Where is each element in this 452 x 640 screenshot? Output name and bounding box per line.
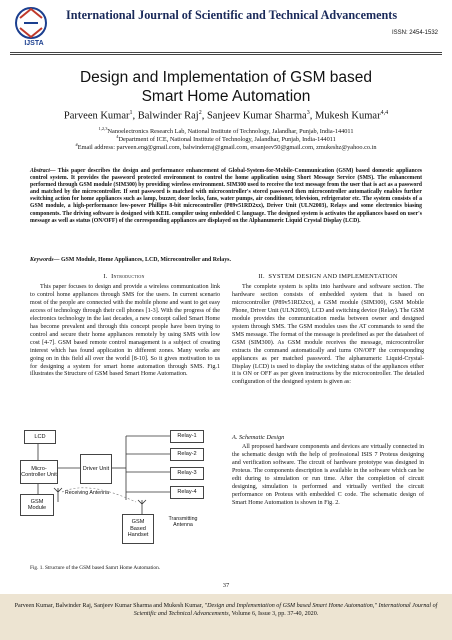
section-title: SYSTEM DESIGN AND IMPLEMENTATION <box>268 273 398 280</box>
author-sup: 3 <box>306 110 310 116</box>
affil-text: Email address: parveen.eng@gmail.com, balwinderraj@gmail.com, ersanjeev50@gmail.com, zmukeshz@yahoo.co.in <box>77 144 377 152</box>
section-1-body: This paper focuses to design and provide a wireless communication link to control home appliances through SMS for the users. In current scenario most of the people are connected with the mobile phone and want to get easy access of technology through their cell phones [1-3]. With the progress of the electronics technology in the last decades, a new concept called Smart Home has become prevalent and through this concept people have been trying to control and secure their home appliances remotely by using SMS with low cost [4-7]. GSM based remote control management is a subject of creating interest which has found application in different zones. Many works are going on in this field all over the world [8-10]. So it gives motivation to us for designing a system for smart home automation through SMS. Fig.1 illustrates the Structure of GSM based Smart Home Automation. <box>30 284 220 378</box>
journal-name: International Journal of Scientific and Technical Advancements <box>66 8 398 22</box>
title-line-2: Smart Home Automation <box>141 88 311 105</box>
title-line-1: Design and Implementation of GSM based <box>79 69 373 86</box>
fig-driver-box: Driver Unit <box>80 454 112 484</box>
keywords <box>30 257 422 263</box>
fig-relay-2-box: Relay-2 <box>170 448 204 461</box>
abstract-label: Abstract— <box>30 168 56 174</box>
figure-1-caption: Fig. 1. Structure of the GSM based Samrt Home Automation. <box>30 565 161 571</box>
author-sup: 2 <box>198 110 202 116</box>
fig-receiving-antenna-label: Receiving Antenna <box>64 490 110 496</box>
affil-text: Department of ICE, National Institute of Technology, Jalandhar, Punjab, India-144011 <box>118 136 336 144</box>
subsection-heading: A. Schematic Design <box>232 434 285 441</box>
affiliation-3 <box>0 141 452 152</box>
abstract <box>30 168 422 225</box>
keywords-label: Keywords— <box>30 257 60 263</box>
citation-journal: International Journal of Scientific and Technical Advancements, <box>133 603 438 617</box>
author-sup: 1 <box>129 110 133 116</box>
section-1-heading <box>30 273 218 280</box>
citation-title: "Design and Implementation of GSM based Smart Home Automation," <box>204 603 377 609</box>
subsection-body: All proposed hardware components and devices are virtually connected in the schematic design with the help of professional ISIS 7 Proteus designing and verification software. The circuit of hardware prototype was designed in Proteus. The components description is available in the software which can be edit during to simulation or run time. After the completion of circuit designing, simulation is performed and virtually verified the circuit performance on Proteus with embedded C code. The schematic design of Smart Home Automation is shown in Fig. 2. <box>232 444 424 506</box>
section-title: Introduction <box>111 273 145 280</box>
journal-header <box>0 0 452 58</box>
author-name: Mukesh Kumar <box>314 110 381 122</box>
affil-text: Nanoelectronics Research Lab, National Institute of Technology, Jalandhar, Punjab, India-144011 <box>107 128 354 136</box>
logo-text: IJSTA <box>24 40 44 47</box>
figure-1 <box>18 430 222 550</box>
page-number: 37 <box>222 582 230 589</box>
citation-footer <box>0 594 452 640</box>
author-list: Parveen Kumar$^1$, Balwinder Raj$^2$, Sanjeev Kumar Sharma$^3$, Mukesh Kumar$^{4,4}$ <box>63 110 389 122</box>
fig-relay-3-box: Relay-3 <box>170 467 204 480</box>
author-sup: 4,4 <box>380 110 389 116</box>
fig-lcd-box: LCD <box>24 430 56 444</box>
citation-rest: Volume 6, Issue 3, pp. 37-40, 2020. <box>230 611 319 617</box>
author-name: Sanjeev Kumar Sharma <box>206 110 307 122</box>
fig-relay-4-box: Relay-4 <box>170 486 204 499</box>
fig-handset-box: GSM Based Handset <box>122 514 154 544</box>
fig-relay-1-box: Relay-1 <box>170 430 204 443</box>
citation-authors: Parveen Kumar, Balwinder Raj, Sanjeev Kumar Sharma and Mukesh Kumar, <box>14 603 203 609</box>
abstract-text: This paper describes the design and performance enhancement of Global-System-for-Mobile-Communication (GSM) based domestic appliances control system. It provides the password protected environment to control the home application using Short Message Service (SMS). The enhancement performed through GSM module (SIM300) by providing wireless environment. SIM300 used to receive the text message from the user that is act as a password and matched by the microcontroller. If sent password is matched with microcontroller's stored password then microcontroller automatically enables further switching action for home appliances such as lamp, buzzer, door locks, fans, water pumps, air conditioner, television, refrigerator etc. The system consists of a GSM module, a high-performance low-power Phillips 8-bit microcontroller (P89v51RD2xx), Driver Unit (ULN2003), Relays and some electronics biasing components. The driving software is designed with KEIL compiler using embedded C language. The designed system is activates the appliances based on user's message as well as status (ON/OFF) of the corresponding appliances are displayed on the Alphanumeric Liquid Crystal Display (LCD). <box>30 168 422 224</box>
paper-title <box>0 68 452 106</box>
fig-mcu-box: Micro-Controller Unit <box>20 460 58 484</box>
affil-sup: 4 <box>116 134 119 139</box>
section-2-body: The complete system is splits into hardware and software section. The hardware section consists of embedded system that is based on microcontroller (P89v51RD2xx), a GSM module (SIM300), GSM Mobile Phone, Driver Unit (ULN2003), LCD and switching device (Relay). The GSM module provides the communication media between owner and designed system through SMS. The GSM modules uses the AT commands to send the SMS message. The format of the message is predefined as per the datasheet of GSM (SIM300). As GSM module receives the message, microcontroller extracts the command automatically and turns ON/OFF the corresponding appliances as per matched password. The alphanumeric Liquid-Crystal-Display (LCD) is used to display the switching status of the appliances either it is ON or OFF as per given instructions by the microcontroller. The detailed configuration of the designed system is given as: <box>232 284 424 386</box>
author-name: Balwinder Raj <box>137 110 199 122</box>
affil-sup: # <box>75 142 78 147</box>
header-rule <box>10 52 442 53</box>
fig-transmitting-antenna-label: Transmitting Antenna <box>168 516 198 528</box>
section-number: II. <box>258 273 265 280</box>
affil-sup: 1,2,3 <box>98 126 108 131</box>
issn: ISSN: 2454-1532 <box>391 30 438 36</box>
citation-text <box>10 602 442 618</box>
ijsta-logo-icon <box>14 6 48 40</box>
fig-gsm-module-box: GSM Module <box>20 494 54 516</box>
keywords-text: GSM Module, Home Appliances, LCD, Microcontroller and Relays. <box>59 257 231 263</box>
section-2-heading <box>232 273 424 280</box>
header-rule-2 <box>10 54 442 55</box>
section-number: I. <box>103 273 108 280</box>
author-name: Parveen Kumar <box>63 110 130 122</box>
